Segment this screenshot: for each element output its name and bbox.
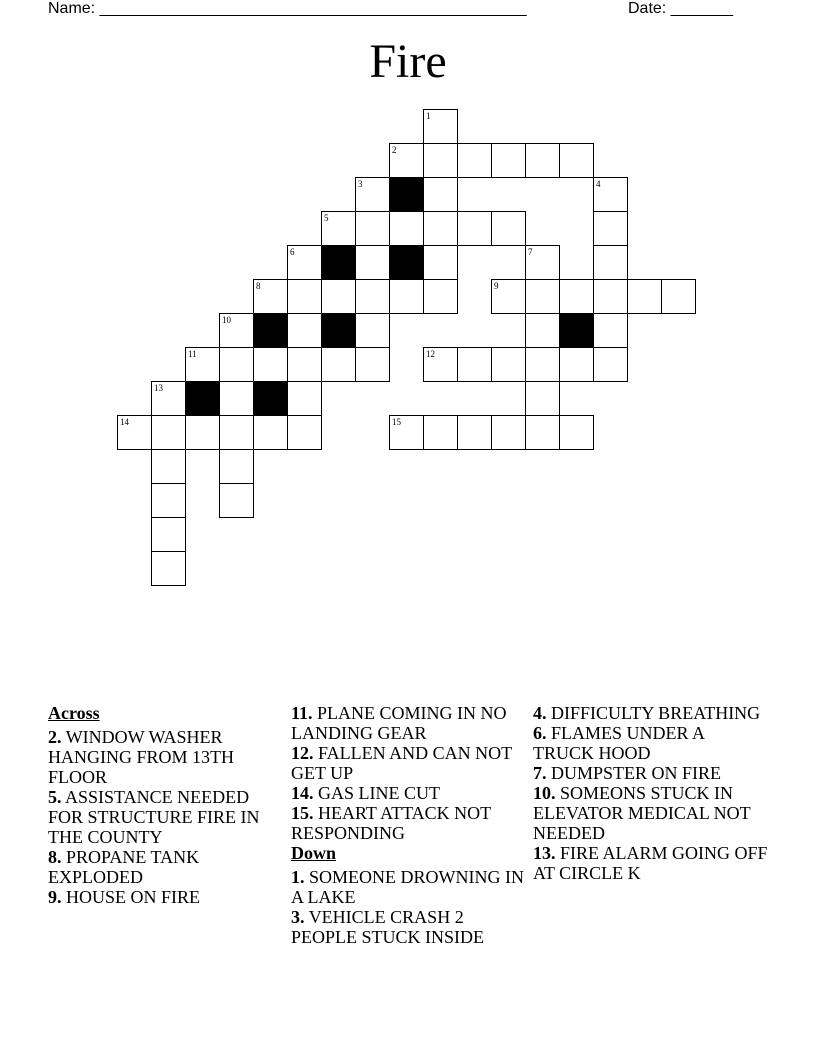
grid-cell[interactable]: [423, 279, 458, 314]
grid-cell[interactable]: [423, 211, 458, 246]
grid-block: [185, 381, 220, 416]
clue-number: 7: [528, 247, 533, 257]
grid-cell[interactable]: [627, 279, 662, 314]
clue-across-11: 11. PLANE COMING IN NO LANDING GEAR: [291, 703, 507, 743]
grid-cell[interactable]: [423, 347, 458, 382]
down-heading: Down: [291, 843, 337, 863]
grid-cell[interactable]: [355, 279, 390, 314]
grid-cell[interactable]: [151, 381, 186, 416]
grid-cell[interactable]: [525, 415, 560, 450]
grid-cell[interactable]: [219, 381, 254, 416]
grid-cell[interactable]: [457, 211, 492, 246]
grid-cell[interactable]: [593, 347, 628, 382]
grid-cell[interactable]: [321, 347, 356, 382]
grid-block: [559, 313, 594, 348]
grid-cell[interactable]: [389, 211, 424, 246]
clue-across-14: 14. GAS LINE CUT: [291, 783, 440, 803]
grid-cell[interactable]: [219, 449, 254, 484]
grid-block: [389, 177, 424, 212]
grid-cell[interactable]: [593, 245, 628, 280]
grid-cell[interactable]: [117, 415, 152, 450]
grid-cell[interactable]: [457, 415, 492, 450]
clue-number: 6: [290, 247, 295, 257]
grid-cell[interactable]: [593, 177, 628, 212]
name-field[interactable]: Name: ________________________________________________: [48, 0, 527, 17]
grid-cell[interactable]: [491, 211, 526, 246]
clue-number: 4: [596, 179, 601, 189]
grid-cell[interactable]: [321, 279, 356, 314]
date-field[interactable]: Date: _______: [628, 0, 733, 17]
clue-number: 1: [426, 111, 431, 121]
grid-cell[interactable]: [287, 415, 322, 450]
grid-cell[interactable]: [491, 347, 526, 382]
grid-cell[interactable]: [151, 483, 186, 518]
grid-cell[interactable]: [525, 143, 560, 178]
grid-block: [253, 381, 288, 416]
clue-across-5: 5. ASSISTANCE NEEDED FOR STRUCTURE FIRE IN THE COUNTY: [48, 787, 260, 847]
grid-cell[interactable]: [355, 177, 390, 212]
grid-cell[interactable]: [219, 313, 254, 348]
grid-cell[interactable]: [253, 347, 288, 382]
clue-down-13: 13. FIRE ALARM GOING OFF AT CIRCLE K: [533, 843, 768, 883]
grid-cell[interactable]: [355, 313, 390, 348]
grid-cell[interactable]: [389, 279, 424, 314]
clue-down-10: 10. SOMEONS STUCK IN ELEVATOR MEDICAL NOT NEEDED: [533, 783, 751, 843]
grid-cell[interactable]: [559, 279, 594, 314]
grid-cell[interactable]: [559, 143, 594, 178]
clue-number: 13: [154, 383, 163, 393]
grid-cell[interactable]: [287, 245, 322, 280]
grid-cell[interactable]: [457, 347, 492, 382]
grid-cell[interactable]: [151, 551, 186, 586]
grid-cell[interactable]: [287, 347, 322, 382]
grid-cell[interactable]: [321, 211, 356, 246]
grid-cell[interactable]: [355, 347, 390, 382]
grid-cell[interactable]: [525, 313, 560, 348]
grid-cell[interactable]: [423, 143, 458, 178]
grid-block: [253, 313, 288, 348]
grid-cell[interactable]: [287, 313, 322, 348]
puzzle-title: Fire: [369, 35, 447, 88]
grid-cell[interactable]: [151, 517, 186, 552]
clue-down-1: 1. SOMEONE DROWNING IN A LAKE: [291, 867, 524, 907]
grid-cell[interactable]: [593, 313, 628, 348]
grid-cell[interactable]: [559, 347, 594, 382]
clue-number: 10: [222, 315, 231, 325]
clue-column-2: [291, 703, 527, 947]
grid-cell[interactable]: [219, 415, 254, 450]
clue-across-12: 12. FALLEN AND CAN NOT GET UP: [291, 743, 512, 783]
grid-block: [321, 245, 356, 280]
grid-block: [389, 245, 424, 280]
clue-number: 9: [494, 281, 499, 291]
clue-number: 3: [358, 179, 363, 189]
grid-cell[interactable]: [423, 415, 458, 450]
clue-across-8: 8. PROPANE TANK EXPLODED: [48, 847, 200, 887]
grid-cell[interactable]: [219, 483, 254, 518]
clue-down-4: 4. DIFFICULTY BREATHING: [533, 703, 761, 723]
clue-number: 15: [392, 417, 401, 427]
clue-column-3: [533, 703, 769, 883]
grid-cell[interactable]: [253, 279, 288, 314]
clue-number: 12: [426, 349, 435, 359]
clue-column-1: [48, 703, 284, 907]
clue-across-2: 2. WINDOW WASHER HANGING FROM 13TH FLOOR: [48, 727, 235, 787]
grid-cell[interactable]: [423, 177, 458, 212]
clue-number: 5: [324, 213, 329, 223]
grid-cell[interactable]: [491, 279, 526, 314]
grid-cell[interactable]: [593, 279, 628, 314]
grid-cell[interactable]: [457, 143, 492, 178]
clue-number: 11: [188, 349, 197, 359]
grid-cell[interactable]: [287, 381, 322, 416]
grid-cell[interactable]: [355, 211, 390, 246]
grid-cell[interactable]: [525, 245, 560, 280]
grid-cell[interactable]: [389, 415, 424, 450]
grid-block: [321, 313, 356, 348]
across-heading: Across: [48, 703, 100, 723]
grid-cell[interactable]: [525, 279, 560, 314]
grid-cell[interactable]: [355, 245, 390, 280]
clue-across-9: 9. HOUSE ON FIRE: [48, 887, 201, 907]
grid-cell[interactable]: [287, 279, 322, 314]
grid-cell[interactable]: [525, 347, 560, 382]
grid-cell[interactable]: [525, 381, 560, 416]
grid-cell[interactable]: [151, 449, 186, 484]
clue-across-15: 15. HEART ATTACK NOT RESPONDING: [291, 803, 491, 843]
clue-down-6: 6. FLAMES UNDER A TRUCK HOOD: [533, 723, 705, 763]
grid-cell[interactable]: [491, 143, 526, 178]
grid-cell[interactable]: [559, 415, 594, 450]
clue-down-7: 7. DUMPSTER ON FIRE: [533, 763, 722, 783]
grid-cell[interactable]: [423, 245, 458, 280]
grid-cell[interactable]: [423, 109, 458, 144]
clue-number: 2: [392, 145, 397, 155]
grid-cell[interactable]: [661, 279, 696, 314]
grid-cell[interactable]: [253, 415, 288, 450]
grid-cell[interactable]: [219, 347, 254, 382]
grid-cell[interactable]: [491, 415, 526, 450]
grid-cell[interactable]: [185, 347, 220, 382]
grid-cell[interactable]: [593, 211, 628, 246]
clue-number: 8: [256, 281, 261, 291]
grid-cell[interactable]: [185, 415, 220, 450]
grid-cell[interactable]: [389, 143, 424, 178]
clue-number: 14: [120, 417, 129, 427]
clue-down-3: 3. VEHICLE CRASH 2 PEOPLE STUCK INSIDE: [291, 907, 485, 947]
grid-cell[interactable]: [151, 415, 186, 450]
